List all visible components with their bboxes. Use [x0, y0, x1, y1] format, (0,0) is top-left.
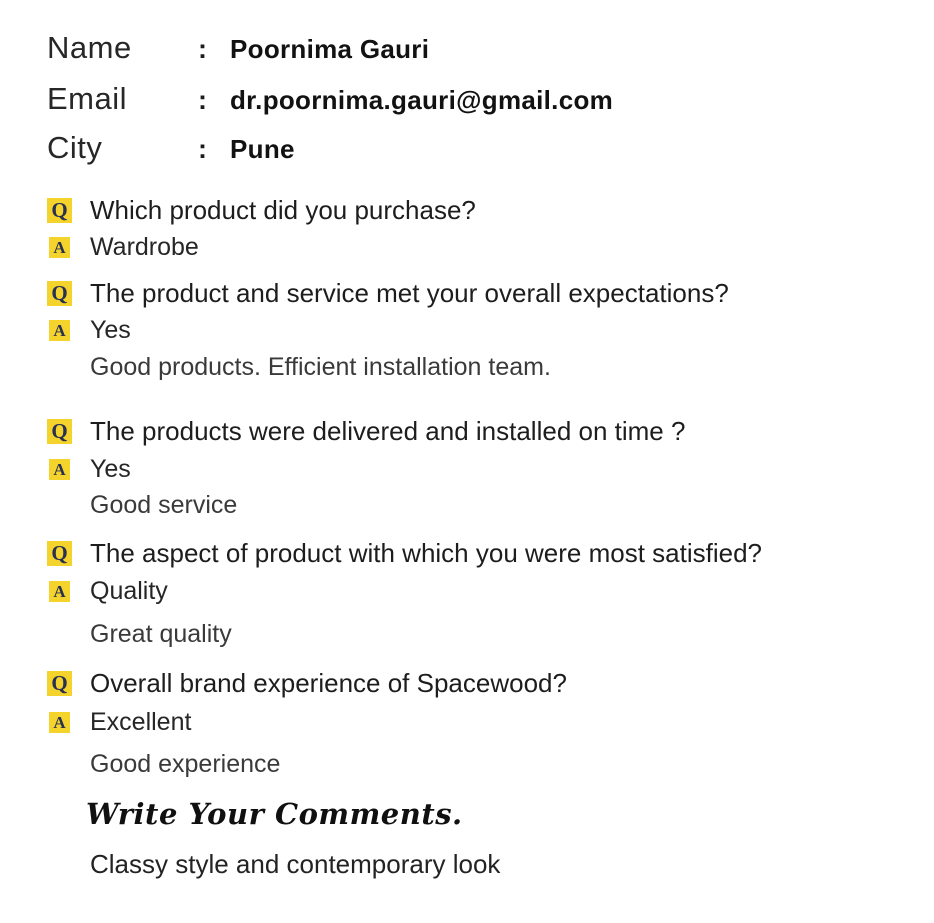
- answer-comment: Good experience: [90, 750, 281, 778]
- city-value: Pune: [230, 134, 295, 164]
- answer-text: Wardrobe: [90, 233, 199, 261]
- email-label: Email: [47, 81, 128, 116]
- header-row-name: [47, 32, 429, 63]
- customer-comment-text: Classy style and contemporary look: [90, 849, 501, 879]
- write-your-comments-title: Write Your Comments.: [86, 797, 463, 831]
- question-row: [47, 668, 567, 698]
- answer-comment: Good products. Efficient installation team.: [90, 353, 551, 381]
- name-label: Name: [47, 30, 132, 65]
- a-icon: A: [49, 237, 70, 258]
- email-separator: :: [198, 85, 207, 115]
- a-icon: A: [49, 459, 70, 480]
- answer-row: [49, 708, 192, 736]
- email-value: dr.poornima.gauri@gmail.com: [230, 85, 614, 115]
- header-row-city: [47, 132, 295, 163]
- question-row: [47, 416, 686, 446]
- header-row-email: [47, 83, 613, 114]
- q-icon: Q: [47, 281, 72, 306]
- answer-row: [49, 577, 168, 605]
- answer-text: Yes: [90, 316, 131, 344]
- q-icon: Q: [47, 541, 72, 566]
- answer-comment: Great quality: [90, 620, 232, 648]
- answer-text: Excellent: [90, 708, 192, 736]
- city-label: City: [47, 130, 103, 165]
- question-row: [47, 195, 476, 225]
- answer-row: [49, 316, 131, 344]
- answer-comment: Good service: [90, 491, 238, 519]
- question-text: The aspect of product with which you were most satisfied?: [90, 538, 762, 568]
- answer-row: [49, 233, 199, 261]
- city-separator: :: [198, 134, 207, 164]
- q-icon: Q: [47, 198, 72, 223]
- q-icon: Q: [47, 671, 72, 696]
- a-icon: A: [49, 712, 70, 733]
- a-icon: A: [49, 581, 70, 602]
- a-icon: A: [49, 320, 70, 341]
- q-icon: Q: [47, 419, 72, 444]
- question-text: The product and service met your overall expectations?: [90, 278, 729, 308]
- answer-row: [49, 455, 131, 483]
- answer-text: Yes: [90, 455, 131, 483]
- question-row: [47, 538, 762, 568]
- question-text: Which product did you purchase?: [90, 195, 476, 225]
- question-text: The products were delivered and installed on time ?: [90, 416, 686, 446]
- question-text: Overall brand experience of Spacewood?: [90, 668, 567, 698]
- name-value: Poornima Gauri: [230, 34, 430, 64]
- question-row: [47, 278, 729, 308]
- answer-text: Quality: [90, 577, 168, 605]
- name-separator: :: [198, 34, 207, 64]
